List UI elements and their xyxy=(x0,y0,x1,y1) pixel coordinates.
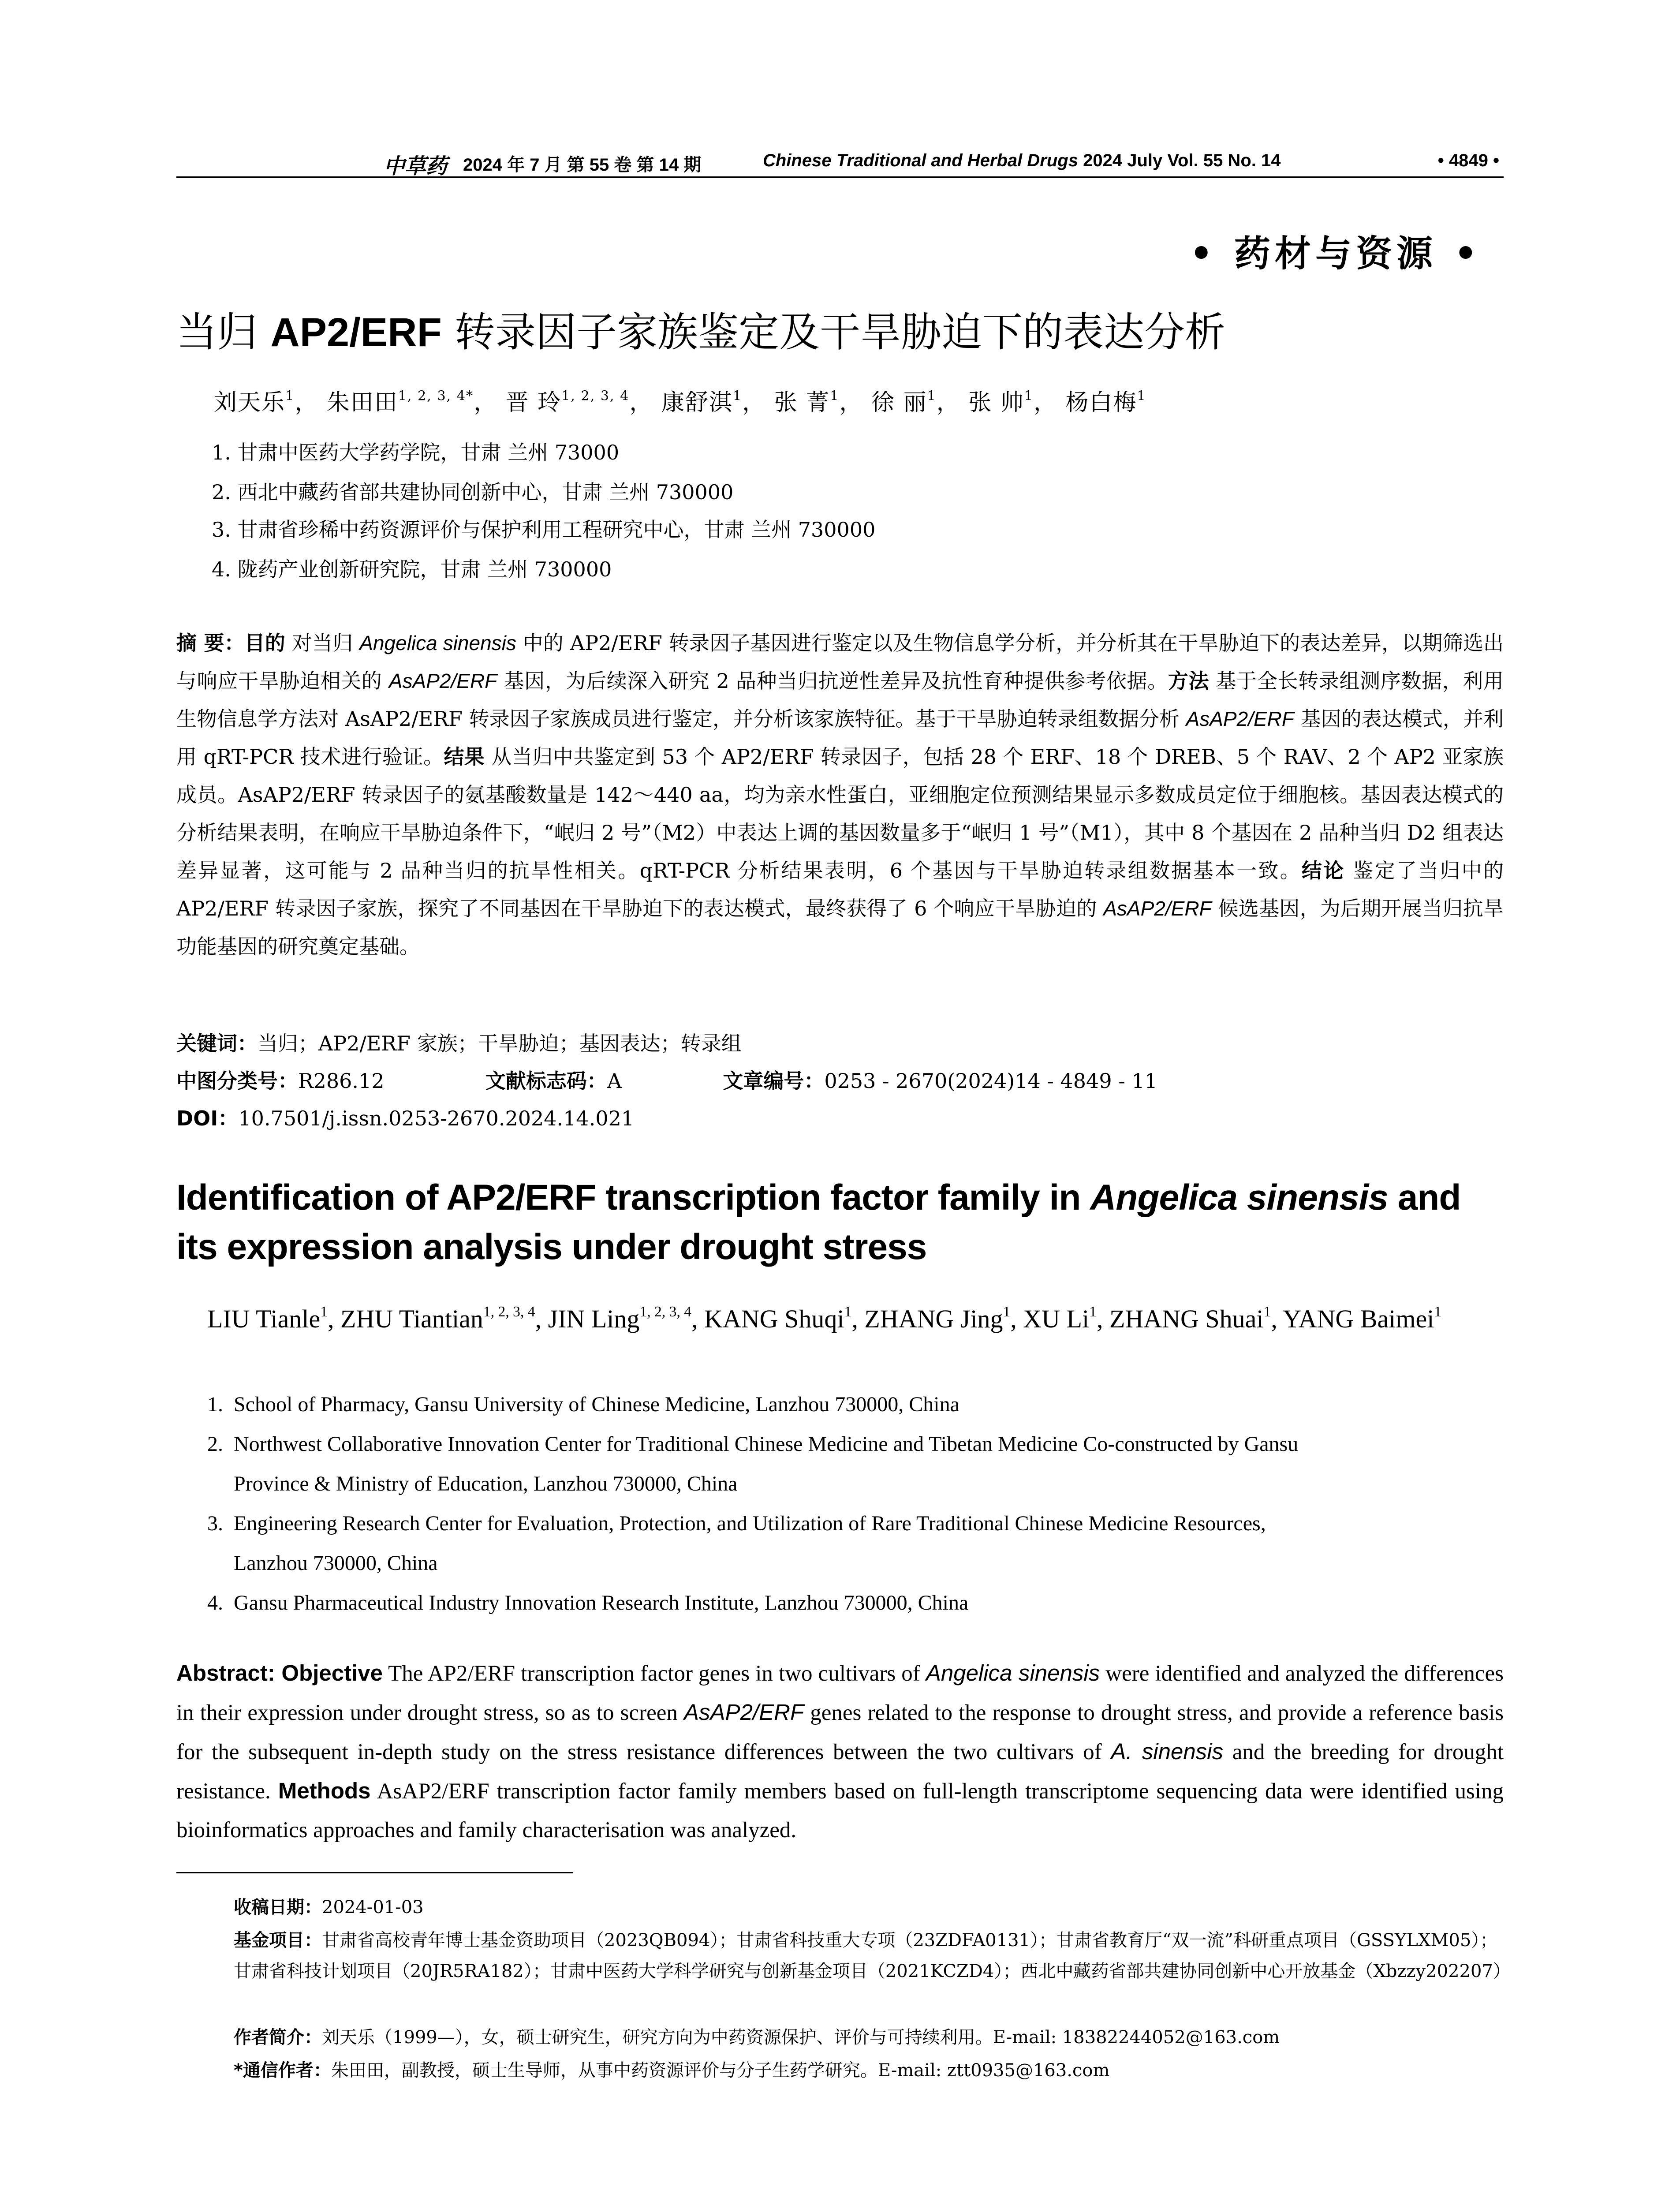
author-en: ZHANG Jing$^1$ xyxy=(864,1303,1011,1333)
header-rule xyxy=(176,176,1504,178)
title-cn-pre: 当归 xyxy=(176,309,271,356)
author-en: ZHU Tiantian$^{1, 2, 3, 4}$ xyxy=(340,1303,535,1333)
species-name: A. sinensis xyxy=(1111,1739,1224,1764)
page-number: • 4849 • xyxy=(1437,151,1499,170)
doi-line: DOI：10.7501/j.issn.0253-2670.2024.14.021 xyxy=(176,1106,635,1130)
author-cn: 朱田田$^{1, 2, 3, 4*}$ xyxy=(326,388,474,416)
keywords-cn: 关键词：当归；AP2/ERF 家族；干旱胁迫；基因表达；转录组 xyxy=(176,1031,742,1055)
authors-en: LIU Tianle$^1$, ZHU Tiantian$^{1, 2, 3, 4}$, JIN Ling$^{1, 2, 3, 4}$, KANG Shuqi$^1$, ZHANG Jing$^1$, XU Li$^1$, ZHANG Shuai$^1$, YANG Baimei$^1$ xyxy=(207,1303,1442,1333)
affiliation-en: 2. Northwest Collaborative Innovation Center for Traditional Chinese Medicine and Tibetan Medicine Co-constructed by Gansu Province & Ministry of Education, Lanzhou 730000, China xyxy=(207,1432,1299,1495)
author-cn: 徐 丽$^1$ xyxy=(871,388,937,416)
affiliation-en: 4. Gansu Pharmaceutical Industry Innovation Research Institute, Lanzhou 730000, China xyxy=(207,1591,969,1615)
affiliation-en: 1. School of Pharmacy, Gansu University of Chinese Medicine, Lanzhou 730000, China xyxy=(207,1393,959,1416)
gene-name: AsAP2/ERF xyxy=(684,1700,804,1725)
issue-cn: 2024 年 7 月 第 55 卷 第 14 期 xyxy=(463,155,702,175)
doi-link[interactable]: 10.7501/j.issn.0253-2670.2024.14.021 xyxy=(238,1106,635,1130)
gene-name: AsAP2/ERF xyxy=(388,669,497,692)
funding: 基金项目：甘肃省高校青年博士基金资助项目（2023QB094）；甘肃省科技重大专项（23ZDFA0131）；甘肃省教育厅“双一流”科研重点项目（GSSYLXM05）；甘肃省科技计划项目（20JR5RA182）；甘肃中医药大学科学研究与创新基金项目（2021KCZD4）；西北中藏药省部共建协同创新中心开放基金（Xbzzy202207） xyxy=(234,1930,1511,1981)
issue-en-date: 2024 July Vol. 55 No. 14 xyxy=(1083,151,1281,170)
title-cn xyxy=(176,300,1225,358)
authors-cn: 刘天乐$^1$， 朱田田$^{1, 2, 3, 4*}$， 晋 玲$^{1, 2, 3, 4}$， 康舒淇$^1$， 张 菁$^1$， 徐 丽$^1$， 张 帅$^1$， 杨白梅$^1$ xyxy=(214,388,1146,416)
affiliation-cn: 3. 甘肃省珍稀中药资源评价与保护利用工程研究中心，甘肃 兰州 730000 xyxy=(212,518,876,542)
author-en: JIN Ling$^{1, 2, 3, 4}$ xyxy=(548,1303,692,1333)
author-en: ZHANG Shuai$^1$ xyxy=(1109,1303,1271,1333)
received-date: 收稿日期：2024-01-03 xyxy=(234,1897,424,1917)
title-en: Identification of AP2/ERF transcription factor family in Angelica sinensis and its expression analysis under drought stress xyxy=(176,1177,1461,1267)
abstract-label: 摘 要： xyxy=(176,631,245,655)
author-cn: 张 菁$^1$ xyxy=(774,388,840,416)
author-cn: 杨白梅$^1$ xyxy=(1065,388,1146,416)
author-en: YANG Baimei$^1$ xyxy=(1283,1303,1442,1333)
title-cn-mid: AP2/ERF xyxy=(270,310,442,355)
affiliation-cn: 4. 陇药产业创新研究院，甘肃 兰州 730000 xyxy=(212,557,612,581)
species-name: Angelica sinensis xyxy=(926,1660,1100,1686)
abstract-en: Abstract: Objective The AP2/ERF transcription factor genes in two cultivars of Angelica sinensis were identified and analyzed the differences in their expression under drought stress, so as to screen AsAP2/ERF genes related to the response to drought stress, and provide a reference basis for the subsequent in-depth study on the stress resistance differences between the two cultivars of A. sinensis and the breeding for drought resistance. Methods AsAP2/ERF transcription factor family members based on full-length transcriptome sequencing data were identified using bioinformatics approaches and family characterisation was analyzed. xyxy=(176,1660,1504,1842)
journal-logo: 中草药 xyxy=(384,154,448,179)
author-en: LIU Tianle$^1$ xyxy=(207,1303,328,1333)
running-header xyxy=(176,146,1504,181)
footnote-rule xyxy=(176,1872,573,1873)
author-cn: 康舒淇$^1$ xyxy=(661,388,743,416)
affiliation-en: 3. Engineering Research Center for Evaluation, Protection, and Utilization of Rare Traditional Chinese Medicine Resources, Lanzhou 730000, China xyxy=(207,1512,1266,1575)
method-label: 方法 xyxy=(1168,669,1210,693)
author-en: XU Li$^1$ xyxy=(1023,1303,1097,1333)
gene-name: AsAP2/ERF xyxy=(1103,897,1212,920)
abstract-en-label: Abstract: Objective xyxy=(176,1660,383,1686)
result-label: 结果 xyxy=(444,745,485,769)
author-cn: 刘天乐$^1$ xyxy=(214,388,295,416)
author-cn: 张 帅$^1$ xyxy=(968,388,1034,416)
abstract-cn: 摘 要：目的 对当归 Angelica sinensis 中的 AP2/ERF 转录因子基因进行鉴定以及生物信息学分析，并分析其在干旱胁迫下的表达差异，以期筛选出与响应干旱胁迫相关的 AsAP2/ERF 基因，为后续深入研究 2 品种当归抗逆性差异及抗性育种提供参考依据。方法 基于全长转录组测序数据，利用生物信息学方法对 AsAP2/ERF 转录因子家族成员进行鉴定，并分析该家族特征。基于干旱胁迫转录组数据分析 AsAP2/ERF 基因的表达模式，并利用 qRT-PCR 技术进行验证。结果 从当归中共鉴定到 53 个 AP2/ERF 转录因子，包括 28 个 ERF、18 个 DREB、5 个 RAV、2 个 AP2 亚家族成员。AsAP2/ERF 转录因子的氨基酸数量是 142～440 aa，均为亲水性蛋白，亚细胞定位预测结果显示多数成员定位于细胞核。基因表达模式的分析结果表明，在响应干旱胁迫条件下，“岷归 2 号”（M2）中表达上调的基因数量多于“岷归 1 号”（M1），其中 8 个基因在 2 品种当归 D2 组表达差异显著，这可能与 2 品种当归的抗旱性相关。qRT-PCR 分析结果表明，6 个基因与干旱胁迫转录组数据基本一致。结论 鉴定了当归中的 AP2/ERF 转录因子家族，探究了不同基因在干旱胁迫下的表达模式，最终获得了 6 个响应干旱胁迫的 AsAP2/ERF 候选基因，为后期开展当归抗旱功能基因的研究奠定基础。 xyxy=(176,631,1504,958)
issue-en xyxy=(763,151,1281,171)
section-tag: • 药材与资源 • xyxy=(1190,232,1482,275)
methods-label: Methods xyxy=(278,1778,371,1803)
classification-line: 中图分类号：R286.12 文献标志码：A 文章编号：0253 - 2670(2024)14 - 4849 - 11 xyxy=(176,1069,1157,1093)
species-name: Angelica sinensis xyxy=(359,632,516,654)
corresponding-author: *通信作者：朱田田，副教授，硕士生导师，从事中药资源评价与分子生药学研究。E-mail: ztt0935@163.com xyxy=(234,2060,1110,2081)
affiliation-cn: 2. 西北中藏药省部共建协同创新中心，甘肃 兰州 730000 xyxy=(212,480,734,504)
author-bio: 作者简介：刘天乐（1999—），女，硕士研究生，研究方向为中药资源保护、评价与可持续利用。E-mail: 18382244052@163.com xyxy=(234,2027,1280,2048)
title-cn-post: 转录因子家族鉴定及干旱胁迫下的表达分析 xyxy=(441,309,1226,356)
article-number: 0253 - 2670(2024)14 - 4849 - 11 xyxy=(824,1069,1157,1093)
conclusion-label: 结论 xyxy=(1301,859,1345,882)
journal-name-en: Chinese Traditional and Herbal Drugs xyxy=(763,151,1078,170)
author-en: KANG Shuqi$^1$ xyxy=(704,1303,852,1333)
gene-name: AsAP2/ERF xyxy=(1186,707,1294,730)
author-cn: 晋 玲$^{1, 2, 3, 4}$ xyxy=(505,388,630,416)
document-code: A xyxy=(607,1069,622,1093)
objective-label: 目的 xyxy=(244,631,286,655)
affiliation-cn: 1. 甘肃中医药大学药学院，甘肃 兰州 73000 xyxy=(212,441,620,464)
title-en-species: Angelica sinensis xyxy=(1090,1177,1388,1218)
clc-number: R286.12 xyxy=(298,1069,385,1093)
